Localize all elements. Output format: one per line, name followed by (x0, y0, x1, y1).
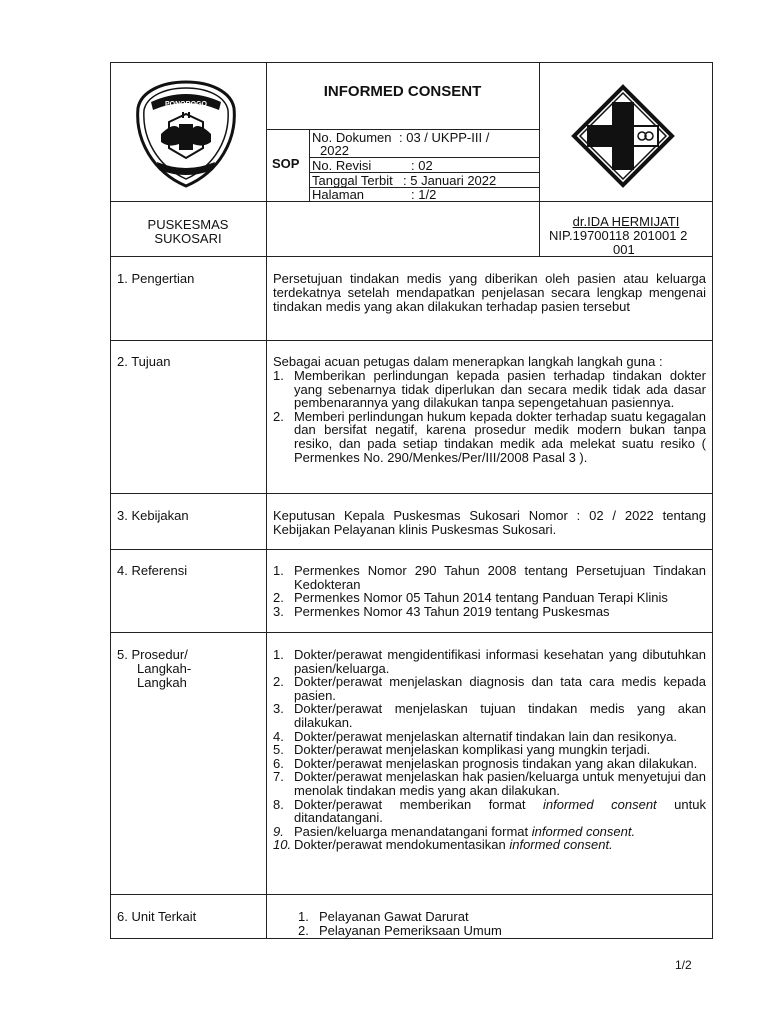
sop-divider (309, 129, 310, 201)
list-item (273, 675, 706, 702)
list-item (273, 369, 706, 410)
org-name-line1: PUSKESMAS (147, 217, 229, 232)
document-title: INFORMED CONSENT (323, 83, 482, 100)
section-label-referensi: 4. Referensi (117, 563, 188, 578)
page-label: Halaman (312, 187, 365, 202)
section-label-prosedur-line2: Langkah- (137, 661, 192, 676)
prosedur-list (273, 648, 706, 852)
list-number: 3. (273, 701, 284, 717)
list-item (273, 564, 706, 591)
section-intro-tujuan: Sebagai acuan petugas dalam menerapkan langkah langkah guna : (273, 354, 663, 369)
list-number: 5. (273, 742, 284, 758)
puskesmas-cross-icon (571, 84, 675, 188)
list-number: 10. (273, 837, 292, 853)
list-number: 2. (273, 674, 284, 690)
list-number: 6. (273, 755, 284, 771)
list-number: 9. (273, 823, 284, 839)
list-number: 2. (273, 408, 284, 424)
doc-number-year: 2022 (320, 143, 349, 158)
column-divider (266, 62, 267, 939)
list-text-emphasis: informed consent (509, 837, 610, 853)
list-number: 2. (298, 922, 309, 938)
list-text: Dokter/perawat menjelaskan alternatif tindakan lain dan resikonya. (294, 728, 677, 744)
list-text: Dokter/perawat mendokumentasikan (294, 837, 510, 853)
section-label-tujuan: 2. Tujuan (117, 354, 171, 369)
row-divider (110, 340, 713, 341)
issue-date-value: : 5 Januari 2022 (403, 173, 497, 188)
list-text: Dokter/perawat menjelaskan prognosis tindakan yang akan dilakukan. (294, 755, 698, 771)
org-name-line2: SUKOSARI (154, 231, 222, 246)
section-label-kebijakan: 3. Kebijakan (117, 508, 189, 523)
list-item (273, 410, 706, 464)
list-item (273, 591, 706, 605)
list-text: . (609, 837, 613, 853)
revision-label: No. Revisi (312, 158, 372, 173)
signatory-name: dr.IDA HERMIJATI (572, 214, 680, 229)
list-item (298, 924, 698, 938)
list-item (273, 605, 706, 619)
list-text: Pelayanan Gawat Darurat (319, 909, 469, 924)
list-item (273, 648, 706, 675)
list-text-emphasis: informed consent (543, 796, 657, 812)
list-number: 1. (273, 563, 284, 578)
list-text: Pelayanan Pemeriksaan Umum (319, 922, 502, 938)
list-text-emphasis: informed consent (531, 823, 632, 839)
issue-date-label: Tanggal Terbit (312, 173, 393, 188)
list-item (273, 770, 706, 797)
list-item (273, 825, 706, 839)
list-number: 1. (298, 909, 309, 924)
logo-lettering: PONOROGO (164, 101, 208, 108)
puskesmas-logo (571, 84, 675, 188)
section-label-unit-terkait: 6. Unit Terkait (117, 909, 197, 924)
section-label-prosedur-line3: Langkah (137, 675, 187, 690)
page-value: : 1/2 (411, 187, 437, 202)
row-divider (110, 493, 713, 494)
list-text: Dokter/perawat menjelaskan diagnosis dan tata cara medis kepada pasien. (294, 674, 706, 703)
section-label-prosedur: 5. Prosedur/ (117, 647, 188, 662)
revision-value: : 02 (411, 158, 433, 173)
list-text: untuk ditandatangani. (294, 796, 706, 826)
regency-logo (133, 78, 239, 190)
list-text: Dokter/perawat menjelaskan tujuan tindakan medis yang akan dilakukan. (294, 701, 706, 730)
list-text: Dokter/perawat menjelaskan komplikasi yang mungkin terjadi. (294, 742, 651, 758)
list-number: 1. (273, 368, 284, 383)
tujuan-list (273, 369, 706, 464)
doc-number-label: No. Dokumen (312, 130, 392, 145)
list-number: 2. (273, 590, 284, 606)
list-number: 7. (273, 769, 284, 785)
sop-label: SOP (272, 156, 300, 171)
list-text: Dokter/perawat menjelaskan hak pasien/keluarga untuk menyetujui dan menolak tindakan medis yang akan dilakukan. (294, 769, 706, 798)
doc-number-value: : 03 / UKPP-III / (399, 130, 490, 145)
list-text: Permenkes Nomor 05 Tahun 2014 tentang Panduan Terapi Klinis (294, 590, 668, 606)
list-text: Dokter/perawat mengidentifikasi informasi kesehatan yang dibutuhkan pasien/keluarga. (294, 647, 706, 676)
list-number: 3. (273, 603, 284, 619)
list-text: Memberi perlindungan hukum kepada dokter terhadap suatu kegagalan dan bersifat negatif, karena prosedur medik modern bukan tanpa resiko, dan pada setiap tindakan medik ada melekat suatu resiko ( Permenkes No. 290/Menkes/Per/III/2008 Pasal 3 ). (294, 408, 706, 465)
signatory-nip-cont: 001 (613, 242, 635, 257)
list-item (273, 730, 706, 744)
section-text-kebijakan: Keputusan Kepala Puskesmas Sukosari Nomor : 02 / 2022 tentang Kebijakan Pelayanan klinis Puskesmas Sukosari. (273, 508, 706, 537)
list-text: . (631, 823, 636, 839)
row-divider (110, 894, 713, 895)
list-item (273, 702, 706, 729)
row-divider (110, 549, 713, 550)
ponorogo-crest-icon (133, 78, 239, 190)
list-text: Dokter/perawat memberikan format (294, 796, 544, 812)
list-text: Permenkes Nomor 290 Tahun 2008 tentang Persetujuan Tindakan Kedokteran (294, 563, 706, 592)
referensi-list (273, 564, 706, 618)
list-text: Memberikan perlindungan kepada pasien terhadap tindakan dokter yang sebenarnya tidak diperlukan dan secara medik tidak ada dasar pembenarannya yang dilakukan tanpa sepengetahuan pasiennya. (294, 368, 706, 411)
list-item (273, 743, 706, 757)
list-text: Pasien/keluarga menandatangani format (294, 823, 532, 839)
footer-page-number: 1/2 (675, 958, 692, 972)
list-number: 8. (273, 796, 284, 812)
section-text-pengertian: Persetujuan tindakan medis yang diberikan oleh pasien atau keluarga terdekatnya setelah mendapatkan penjelasan secara lengkap mengenai tindakan medis yang akan dilakukan terhadap pasien tersebut (273, 271, 706, 314)
section-label-pengertian: 1. Pengertian (117, 271, 195, 286)
list-item (273, 838, 706, 852)
list-item (298, 910, 698, 924)
list-item (273, 757, 706, 771)
row-divider (110, 632, 713, 633)
signatory-nip: NIP.19700118 201001 2 (549, 228, 688, 243)
unit-terkait-list (298, 910, 698, 937)
list-number: 1. (273, 647, 284, 662)
list-text: Permenkes Nomor 43 Tahun 2019 tentang Puskesmas (294, 603, 610, 619)
list-item (273, 798, 706, 825)
list-number: 4. (273, 728, 284, 744)
